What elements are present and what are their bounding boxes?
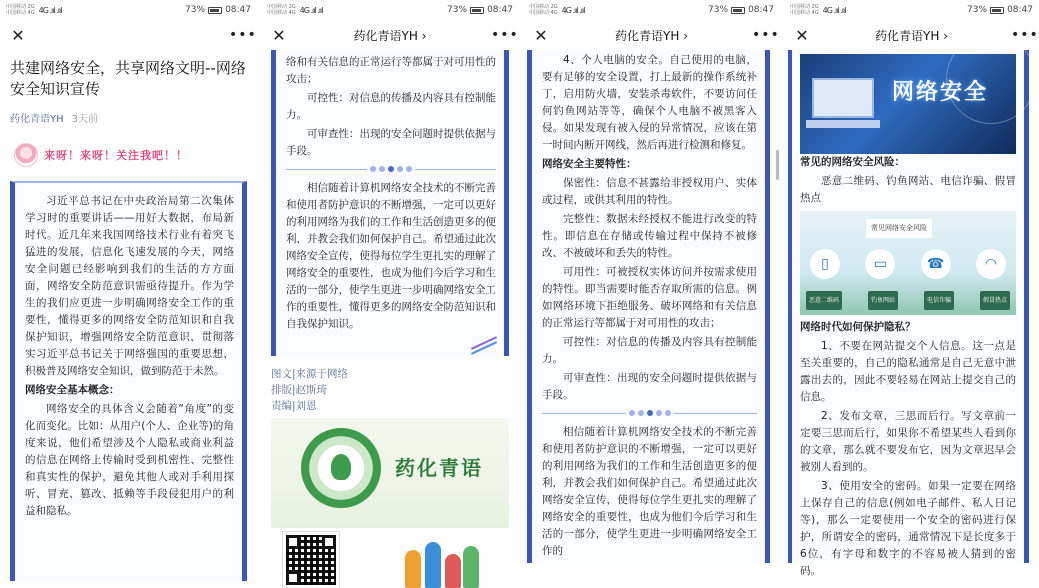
- qr-corner: [286, 571, 300, 585]
- clock: 08:47: [225, 5, 251, 15]
- battery-icon: [208, 7, 222, 14]
- brand-card: [271, 418, 509, 528]
- article-title: 共建网络安全，共享网络文明--网络安全知识宣传: [10, 59, 246, 98]
- section-heading: 网络安全主要特性：: [542, 158, 637, 170]
- credit-source: 图文|来源于网络: [271, 368, 349, 380]
- credits: [261, 356, 519, 414]
- divider-line: [286, 169, 367, 170]
- people-illustration: [401, 534, 481, 588]
- battery-percent: 73%: [447, 5, 468, 15]
- section-heading: 网络安全基本概念：: [25, 384, 120, 396]
- clock: 08:47: [1007, 5, 1033, 15]
- paragraph: 习近平总书记在中央政治局第二次集体学习时的重要讲话——用好大数据，布局新时代。近几年来我国网络技术行业有着突飞猛进的发展，信息化飞速发展的今天，网络安全问题已经影响到我们的生活的方方面面，网络安全防范意识需亟待提升。作为学生的我们应更进一步明确网络安全工作的重要性，懂得更多的网络安全防范知识和自我保护知识，增强网络安全防范意识，贯彻落实习近平总书记关于网络强国的重要思想，积极普及网络安全知识，做到防范于未然。: [25, 195, 234, 377]
- figure: [405, 550, 421, 588]
- paragraph: 完整性：数据未经授权不能进行改变的特性。即信息在存储或传输过程中保持不被修改、不被破坏和丢失的特性。: [542, 213, 757, 259]
- section-divider: [542, 410, 757, 416]
- risk-label: 恶意二维码: [806, 291, 842, 310]
- infographic-title: 常见网络安全风险: [866, 219, 932, 238]
- divider-dot: [665, 410, 671, 416]
- closing-paragraph: 相信随着计算机网络安全技术的不断完善和使用者防护意识的不断增强，一定可以更好的利用网络为我们的工作和生活创造更多的便利，并教会我们如何保护自己。希望通过此次网络安全宣传，使得每位学生更扎实的理解了网络安全的重要性，也成为他们今后学习和生活的一部分，使学生更进一步明确网络安全工作的: [542, 426, 757, 557]
- paragraph: 可控性：对信息的传播及内容具有控制能力。: [542, 336, 757, 365]
- paragraph: 3、使用安全的密码。如果一定要在网络上保存自己的信息(例如电子邮件、私人日记等)，那么一定要使用一个安全的密码进行保护，所谓安全的密码，通常情况下是长度多于6位，有字母和数字的不容易被人猜到的密码。: [800, 480, 1016, 577]
- carrier-2: 中国移动 4G: [529, 10, 558, 16]
- divider-dot: [379, 166, 385, 172]
- risk-text: 恶意二维码、钓鱼网站、电信诈骗、假冒热点: [800, 175, 1016, 204]
- paragraph: 可审查性：出现的安全问题时提供依据与手段。: [286, 128, 496, 157]
- divider-dot: [406, 166, 412, 172]
- signal-icon: 4G .ııl .ııl: [38, 5, 62, 15]
- privacy-paragraphs: [800, 338, 1016, 580]
- risk-label: 钓鱼网站: [868, 291, 898, 310]
- paragraph: 络和有关信息的正常运行等都属于对可用性的攻击；: [286, 56, 496, 85]
- risk-label: 假冒热点: [980, 291, 1010, 310]
- credit-editor: 责编|刘恩: [271, 400, 317, 412]
- network-security-image: [800, 54, 1016, 154]
- privacy-heading: 网络时代如何保护隐私？: [800, 321, 916, 333]
- status-bar: [261, 0, 519, 20]
- article-paragraphs: [286, 54, 496, 160]
- wifi-icon: ◠: [976, 249, 1006, 279]
- article-meta: [0, 100, 257, 125]
- battery-percent: 73%: [185, 5, 206, 15]
- paragraph: 可审查性：出现的安全问题时提供依据与手段。: [542, 372, 757, 401]
- close-icon[interactable]: ✕: [795, 25, 809, 45]
- carrier-info: [6, 4, 35, 16]
- laptop-graphic: [812, 78, 874, 118]
- divider-dot: [397, 166, 403, 172]
- paragraph: 可用性：可被授权实体访问并按需求使用的特性。即当需要时能否存取所需的信息。例如网络环境下拒绝服务、破坏网络和有关信息的正常运行等都属于对可用性的攻击；: [542, 266, 757, 329]
- signal-icon: 4G .ııl .ııl: [299, 5, 323, 15]
- nav-bar: [261, 20, 519, 50]
- signal-icon: 4G .ııl .ııl: [561, 5, 585, 15]
- welcome-banner: [0, 125, 257, 167]
- closing-paragraph: 相信随着计算机网络安全技术的不断完善和使用者防护意识的不断增强，一定可以更好的利用网络为我们的工作和生活创造更多的便利，并教会我们如何保护自己。希望通过此次网络安全宣传，使得每位学生更扎实的理解了网络安全的重要性，也成为他们今后学习和生活的一部分，使学生更进一步明确网络安全工作的重要性，懂得更多的网络安全防范知识和自我保护知识。: [286, 182, 496, 330]
- monitor-icon: ▭: [865, 249, 895, 279]
- phone-icon: ▯: [810, 249, 840, 279]
- risk-label: 电信诈骗: [924, 291, 954, 310]
- battery-percent: 73%: [967, 5, 988, 15]
- chevron-right-icon: ›: [421, 28, 427, 43]
- risk-heading: 常见的网络安全风险：: [800, 156, 905, 168]
- article-body: [271, 50, 509, 356]
- carrier-2: 中国移动 4G: [790, 10, 819, 16]
- screen-4: [784, 0, 1039, 577]
- battery-icon: [990, 7, 1004, 14]
- brand-logo: [301, 428, 381, 508]
- nav-bar: [523, 20, 780, 50]
- article-body: [788, 50, 1029, 577]
- nav-bar: [0, 20, 257, 50]
- more-icon[interactable]: •••: [491, 27, 519, 43]
- signal-icon: 4G .ııl .ııl: [822, 5, 846, 15]
- paragraph: 1、不要在网站提交个人信息。这一点是至关重要的，自己的隐私通常是自己无意中泄露出去的，因此不要轻易在网站上提交自己的信息。: [800, 340, 1016, 403]
- clock: 08:47: [748, 5, 774, 15]
- nav-title-text: 药化青语YH: [353, 28, 418, 43]
- qr-corner: [286, 535, 300, 549]
- paragraph: 2、发布文章，三思而后行。写文章前一定要三思而后行，如果你不希望某些人看到你的文章，那么就不要发布它，因为文章迟早会被别人看到的。: [800, 410, 1016, 473]
- screen-1: [0, 0, 257, 563]
- divider-dot: [629, 410, 635, 416]
- qr-corner: [322, 535, 336, 549]
- article-body: [527, 50, 770, 563]
- qr-row: [261, 528, 519, 588]
- status-bar: [523, 0, 780, 20]
- brand-name: 药化青语: [395, 456, 483, 480]
- battery-icon: [731, 7, 745, 14]
- status-bar: [0, 0, 257, 20]
- more-icon[interactable]: •••: [752, 27, 780, 43]
- article-paragraphs: [542, 52, 757, 404]
- divider-line: [542, 413, 626, 414]
- chevron-right-icon: ›: [683, 28, 688, 43]
- paragraph: 保密性：信息不甚露给非授权用户、实体或过程，或供其利用的特性。: [542, 177, 757, 206]
- divider-dot: [647, 410, 653, 416]
- globe-graphic: [946, 34, 1036, 124]
- credit-layout: 排版|赵斯琦: [271, 384, 328, 396]
- author-link[interactable]: 药化青语YH: [10, 114, 64, 125]
- welcome-text: 来呀！来呀！关注我吧！！: [44, 149, 188, 162]
- carrier-2: 中国移动 4G: [6, 10, 35, 16]
- qr-code[interactable]: [283, 532, 339, 588]
- battery-percent: 73%: [708, 5, 729, 15]
- carrier-info: [529, 4, 558, 16]
- divider-dot: [370, 166, 376, 172]
- mascot-avatar: [14, 143, 38, 167]
- more-icon[interactable]: •••: [1011, 27, 1039, 43]
- battery-icon: [470, 7, 484, 14]
- divider-dot: [656, 410, 662, 416]
- risk-labels: [806, 291, 1010, 310]
- image-caption-text: 网络安全: [892, 80, 989, 105]
- risk-icons: [810, 249, 1006, 279]
- close-icon[interactable]: ✕: [534, 25, 548, 45]
- scrollbar-thumb[interactable]: [776, 150, 779, 180]
- close-icon[interactable]: ✕: [272, 25, 286, 45]
- screen-3: [523, 0, 780, 563]
- carrier-info: [267, 4, 296, 16]
- carrier-2: 中国移动 4G: [267, 10, 296, 16]
- nav-title-account[interactable]: [289, 27, 491, 44]
- close-icon[interactable]: ✕: [11, 25, 25, 45]
- telephone-icon: ☎: [921, 249, 951, 279]
- publish-time: 3天前: [71, 114, 99, 125]
- carrier-1: 中国移动 2G: [529, 4, 558, 10]
- chevron-right-icon: ›: [943, 28, 948, 43]
- paragraph: 可控性：对信息的传播及内容具有控制能力。: [286, 92, 496, 121]
- figure: [425, 542, 441, 588]
- paragraph: 网络安全的具体含义会随着“角度”的变化而变化。比如：从用户(个人、企业等)的角度来说，他们希望涉及个人隐私或商业利益的信息在网络上传输时受到机密性、完整性和真实性的保护，避免其他人或对手利用探听、冒充、篡改、抵赖等手段侵犯用户的利益和隐私。: [25, 403, 234, 517]
- risk-infographic: [800, 211, 1016, 315]
- divider-dot: [638, 410, 644, 416]
- nav-title-text: 药化青语YH: [875, 28, 940, 43]
- figure: [445, 554, 461, 588]
- more-icon[interactable]: •••: [229, 27, 257, 43]
- status-bar: [784, 0, 1039, 20]
- divider-line: [415, 169, 496, 170]
- divider-line: [674, 413, 758, 414]
- figure: [463, 546, 479, 588]
- carrier-1: 中国移动 2G: [6, 4, 35, 10]
- carrier-1: 中国移动 2G: [790, 4, 819, 10]
- section-divider: [286, 166, 496, 172]
- nav-title-account[interactable]: [551, 27, 752, 44]
- clock: 08:47: [487, 5, 513, 15]
- carrier-1: 中国移动 2G: [267, 4, 296, 10]
- decorative-slash: [472, 338, 498, 352]
- carrier-info: [790, 4, 819, 16]
- nav-title-text: 药化青语YH: [615, 28, 680, 43]
- divider-dot: [388, 166, 394, 172]
- article-body: [10, 181, 247, 581]
- screen-2: [261, 0, 519, 563]
- paragraph: 4、个人电脑的安全。自己使用的电脑，要有足够的安全设置，打上最新的操作系统补丁，启用防火墙，安装杀毒软件，不要访问任何钓鱼网站等等，确保个人电脑不被黑客入侵。如果发现有被入侵的异常情况，应该在第一时间内断开网线，然后再进行检测和修复。: [542, 54, 757, 151]
